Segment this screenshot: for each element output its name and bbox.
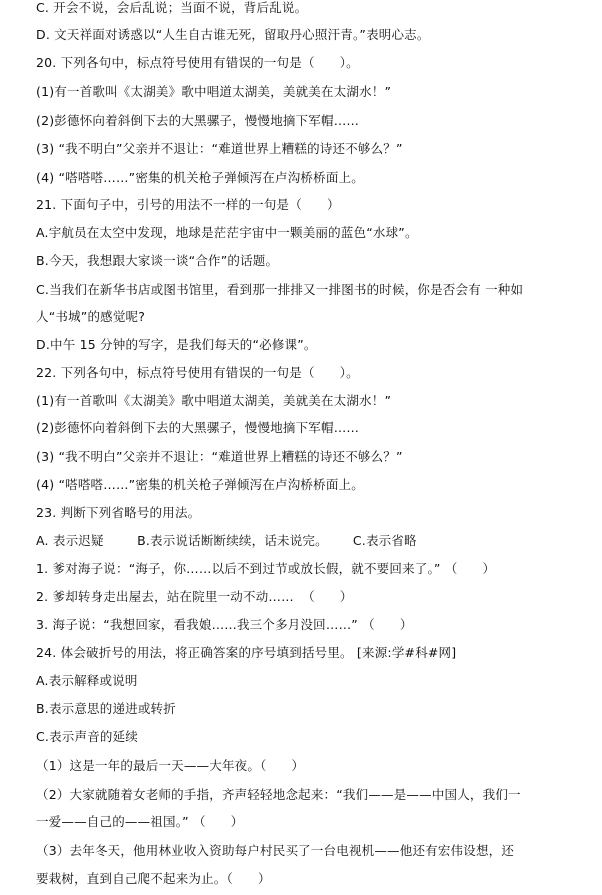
text-line: D. 文天祥面对诱惑以“人生自古谁无死，留取丹心照汗青。”表明心志。 xyxy=(36,27,430,42)
text-line: (4) “嗒嗒嗒……”密集的机关枪子弹倾泻在卢沟桥桥面上。 xyxy=(36,170,364,185)
text-line: （1）这是一年的最后一天——大年夜。（ ） xyxy=(36,758,305,773)
text-line: (2)彭德怀向着斜倒下去的大黑骡子，慢慢地摘下军帽…… xyxy=(36,113,360,128)
text-line: A.宇航员在太空中发现，地球是茫茫宇宙中一颗美丽的蓝色“水球”。 xyxy=(36,225,418,240)
text-line: A.表示解释或说明 xyxy=(36,673,138,688)
question-23-options: A. 表示迟疑 B.表示说话断断续续，话未说完。 C.表示省略 xyxy=(36,533,417,548)
text-line: 2. 爹却转身走出屋去，站在院里一动不动…… （ ） xyxy=(36,589,353,604)
text-line: (4) “嗒嗒嗒……”密集的机关枪子弹倾泻在卢沟桥桥面上。 xyxy=(36,477,364,492)
text-line: D.中午 15 分钟的写字，是我们每天的“必修课”。 xyxy=(36,337,317,352)
text-line: C.表示声音的延续 xyxy=(36,729,139,744)
text-line: (2)彭德怀向着斜倒下去的大黑骡子，慢慢地摘下军帽…… xyxy=(36,420,360,435)
text-line: C.当我们在新华书店或图书馆里，看到那一排排又一排图书的时候，你是否会有 一种如 xyxy=(36,282,524,297)
question-21-stem: 21. 下面句子中，引号的用法不一样的一句是（ ） xyxy=(36,197,340,212)
text-line: (3) “我不明白”父亲并不退让：“难道世界上糟糕的诗还不够么？” xyxy=(36,141,403,156)
text-line: (3) “我不明白”父亲并不退让：“难道世界上糟糕的诗还不够么？” xyxy=(36,449,403,464)
question-23-stem: 23. 判断下列省略号的用法。 xyxy=(36,505,201,520)
question-20-stem: 20. 下列各句中，标点符号使用有错误的一句是（ ）。 xyxy=(36,55,359,70)
text-line: C. 开会不说，会后乱说；当面不说，背后乱说。 xyxy=(36,0,308,15)
text-line: 1. 爹对海子说：“海子，你……以后不到过节或放长假，就不要回来了。” （ ） xyxy=(36,561,496,576)
text-line: 要栽树，直到自己爬不起来为止。（ ） xyxy=(36,871,271,886)
text-line: 3. 海子说：“我想回家，看我娘……我三个多月没回……” （ ） xyxy=(36,617,413,632)
text-line: （2）大家就随着女老师的手指，齐声轻轻地念起来：“我们——是——中国人，我们一 xyxy=(36,787,521,802)
question-24-stem: 24. 体会破折号的用法，将正确答案的序号填到括号里。 [来源:学#科#网] xyxy=(36,645,457,660)
text-line: （3）去年冬天，他用林业收入资助每户村民买了一台电视机——他还有宏伟设想，还 xyxy=(36,843,515,858)
text-line: 人“书城”的感觉呢? xyxy=(36,309,146,324)
text-line: B.今天，我想跟大家谈一谈“合作”的话题。 xyxy=(36,253,279,268)
text-line: B.表示意思的递进或转折 xyxy=(36,701,176,716)
text-line: (1)有一首歌叫《太湖美》歌中唱道太湖美，美就美在太湖水！” xyxy=(36,84,392,99)
text-line: (1)有一首歌叫《太湖美》歌中唱道太湖美，美就美在太湖水！” xyxy=(36,393,392,408)
text-line: 一爱——自己的——祖国。” （ ） xyxy=(36,814,244,829)
question-22-stem: 22. 下列各句中，标点符号使用有错误的一句是（ ）。 xyxy=(36,365,359,380)
